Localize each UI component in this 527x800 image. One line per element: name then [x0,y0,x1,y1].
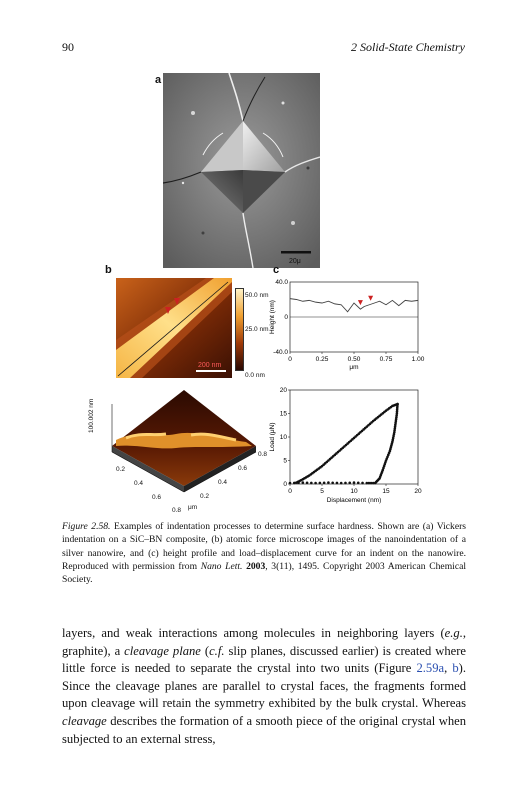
sem-image [163,73,320,268]
profile-xlabel: μm [349,364,359,371]
profile-marker-1 [358,300,363,305]
body-text-1: layers, and weak interactions among molecules in neighboring layers ( [62,626,445,640]
running-head: 2 Solid-State Chemistry [351,40,465,54]
baseline-point [293,482,296,485]
body-cf: c.f. [209,643,225,658]
load-ytick-label: 20 [279,387,287,394]
baseline-point [336,482,339,485]
load-xtick-label: 10 [350,488,358,495]
panel-b-label: b [105,264,112,276]
body-text-5: , [444,661,453,676]
figure-caption [62,520,466,586]
baseline-point [306,481,309,484]
load-ytick-label: 0 [283,481,287,488]
load-xtick-label: 0 [288,488,292,495]
load-ytick-label: 10 [279,434,287,441]
profile-xtick-label: 0 [288,356,292,363]
figure-link-2-59a[interactable]: 2.59a [416,661,445,676]
load-xtick-label: 20 [414,488,422,495]
baseline-point [314,482,317,485]
figure-number: Figure 2.58. [62,521,111,532]
caption-year: 2003 [246,560,266,572]
term-cleavage: cleavage [62,713,107,728]
panel-c-label: c [273,264,280,276]
load-ytick-label: 15 [279,410,287,418]
load-ylabel: Load (μN) [269,422,276,452]
baseline-point [319,482,322,485]
afm-scale-label: 200 nm [198,362,222,369]
profile-xtick-label: 1.00 [411,356,425,363]
surface-tick-r4: 0.2 [200,493,210,500]
afm-colorbar [235,288,244,371]
caption-citation: , 3(11), 1495. Copyright 2003 American Chemical Society. [62,560,466,586]
surface-tick-l1: 0.2 [116,466,126,473]
colorbar-tick-bottom: 0.0 nm [245,372,265,379]
colorbar-tick-top: 50.0 nm [245,292,269,299]
profile-xtick-label: 0.25 [315,356,329,363]
sem-scale-label: 20μ [289,258,301,265]
height-profile-line [290,299,418,312]
afm-image [116,278,232,378]
baseline-point [344,482,347,485]
profile-xtick-label: 0.50 [347,356,361,363]
load-displacement-chart [266,384,426,514]
baseline-point [357,481,360,484]
caption-text: Examples of indentation processes to determine surface hardness. Shown are (a) Vickers indentation on a SiC–BN composite, (b) atomic force microscope images of the nanoindentation of a silver nanowire, and (c) height profile and load–displacement curve for an indent on the nanowire. Reproduced with permission from [62,521,467,572]
profile-ylabel: Height (nm) [269,300,276,334]
surface-tick-r3: 0.4 [218,479,228,486]
profile-ytick-label: 0 [284,314,288,321]
baseline-point [302,481,305,484]
colorbar-tick-mid: 25.0 nm [245,326,269,333]
body-text-7: describes the formation of a smooth piece of the original crystal when subjected to an external stress, [62,713,466,746]
profile-xtick-label: 0.75 [379,356,393,363]
surface-z-label: 100.002 nm [88,398,95,433]
surface-tick-r1: 0.8 [258,451,268,458]
load-xtick-label: 15 [382,488,390,495]
baseline-point [297,481,300,484]
baseline-point [327,481,330,484]
baseline-point [331,481,334,484]
profile-ytick-label: -40.0 [273,349,288,356]
body-text-4: slip planes, discussed earlier) is created where little force is needed to separate the crystal into two units (Figure [62,643,466,676]
figure-link-2-59b[interactable]: b [452,661,459,676]
surface-tick-l3: 0.6 [152,494,162,501]
baseline-point [348,481,351,484]
baseline-point [310,482,313,485]
baseline-point [372,482,375,485]
baseline-point [340,482,343,485]
page-number: 90 [62,40,74,54]
afm-3d-surface [96,384,271,514]
load-ytick-label: 5 [283,457,287,465]
caption-journal: Nano Lett. [200,560,243,572]
baseline-point [323,481,326,484]
baseline-point [353,481,356,484]
body-paragraph [62,625,466,748]
surface-unit-label: μm [188,504,198,511]
body-eg: e.g. [444,626,463,640]
profile-marker-2 [368,296,373,301]
height-profile-chart [266,272,426,392]
baseline-point [361,482,364,485]
surface-tick-r2: 0.6 [238,465,248,472]
body-text-2: , graphite), a [62,626,466,658]
panel-a-label: a [155,74,162,86]
body-text-6: ). Since the cleavage planes are parallel to crystal faces, the fragments formed upon cleavage will retain the symmetry exhibited by the bulk crystal. Whereas [62,661,466,711]
surface-tick-l4: 0.8 [172,507,182,514]
term-cleavage-plane: cleavage plane [124,643,201,658]
load-xlabel: Displacement (nm) [326,497,382,504]
load-xtick-label: 5 [320,488,324,495]
body-text-3: ( [200,643,210,658]
profile-ytick-label: 40.0 [275,279,288,286]
surface-tick-l2: 0.4 [134,480,144,487]
